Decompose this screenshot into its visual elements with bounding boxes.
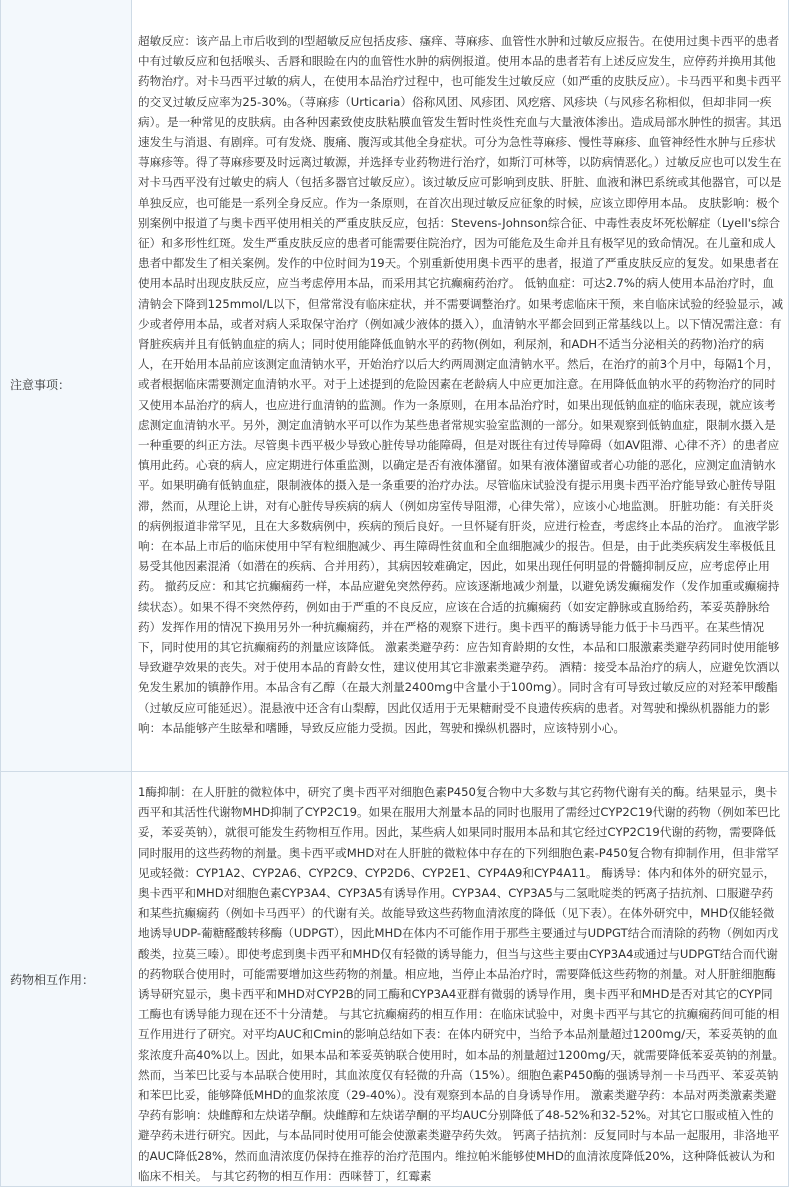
drug-interactions-label: 药物相互作用： bbox=[1, 772, 132, 1187]
drug-interactions-content: 1酶抑制：在人肝脏的微粒体中，研究了奥卡西平对细胞色素P450复合物中大多数与其它药物代谢有关的酶。结果显示，奥卡西平和其活性代谢物MHD抑制了CYP2C19。如果在服用大剂量本品的同时也服用了需经过CYP2C19代谢的药物（例如苯巴比妥，苯妥英钠），就很可能发生药物相互作用。因此，某些病人如果同时服用本品和其它经过CYP2C19代谢的药物，需要降低同时服用的这些药物的剂量。奥卡西平或MHD对在人肝脏的微粒体中存在的下列细胞色素-P450复合物有抑制作用，但非常罕见或轻微：CYP1A2、CYP2A6、CYP2C9、CYP2D6、CYP2E1、CYP4A9和CYP4A11。 酶诱导：体内和体外的研究显示，奥卡西平和MHD对细胞色素CYP3A4、CYP3A5有诱导作用。CYP3A4、CYP3A5与二氢吡啶类的钙离子拮抗剂、口服避孕药和某些抗癫痫药（例如卡马西平）的代谢有关。故能导致这些药物血清浓度的降低（见下表）。在体外研究中，MHD仅能轻微地诱导UDP-葡糖醛酸转移酶（UDPGT），因此MHD在体内不可能作用于那些主要通过与UDPGT结合而清除的药物（例如丙戊酸类，拉莫三嗪）。即使考虑到奥卡西平和MHD仅有轻微的诱导能力，但当与这些主要由CYP3A4或通过与UDPGT结合而代谢的药物联合使用时，可能需要增加这些药物的剂量。相应地，当停止本品治疗时，需要降低这些药物的剂量。对人肝脏细胞酶诱导研究显示，奥卡西平和MHD对CYP2B的同工酶和CYP3A4亚群有微弱的诱导作用，奥卡西平和MHD是否对其它的CYP同工酶也有诱导能力现在还不十分清楚。 与其它抗癫痫药的相互作用：在临床试验中，对奥卡西平与其它的抗癫痫药间可能的相互作用进行了研究。对平均AUC和Cmin的影响总结如下表：在体内研究中，当给予本品剂量超过1200mg/天，苯妥英钠的血浆浓度升高40%以上。因此，如果本品和苯妥英钠联合使用时，如本品的剂量超过1200mg/天，就需要降低苯妥英钠的剂量。然而，当苯巴比妥与本品联合使用时，其血浓度仅有轻微的升高（15%）。细胞色素P450酶的强诱导剂－卡马西平、苯妥英钠和苯巴比妥，能够降低MHD的血浆浓度（29-40%）。没有观察到本品的自身诱导作用。 激素类避孕药：本品对两类激素类避孕药有影响：炔雌醇和左炔诺孕酮。炔雌醇和左炔诺孕酮的平均AUC分别降低了48-52%和32-52%。对其它口服或植入性的避孕药未进行研究。因此，与本品同时使用可能会使激素类避孕药失效。 钙离子拮抗剂：反复同时与本品一起服用，非洛地平的AUC降低28%，然而血清浓度仍保持在推荐的治疗范围内。维拉帕米能够使MHD的血清浓度降低20%，这种降低被认为和临床不相关。 与其它药物的相互作用：西咪替丁，红霉素 bbox=[132, 772, 789, 1187]
precautions-content: 超敏反应：该产品上市后收到的Ⅰ型超敏反应包括皮疹、瘙痒、荨麻疹、血管性水肿和过敏反应报告。在使用过奥卡西平的患者中有过敏反应和包括喉头、舌唇和眼睑在内的血管性水肿的病例报道。使用本品的患者若有上述反应发生，应停药并换用其他药物治疗。对卡马西平过敏的病人，在使用本品治疗过程中，也可能发生过敏反应（如严重的皮肤反应）。卡马西平和奥卡西平的交叉过敏反应率为25-30%。（荨麻疹（Urticaria）俗称风团、风疹团、风疙瘩、风疹块（与风疹名称相似，但却非同一疾病）。是一种常见的皮肤病。由各种因素致使皮肤粘膜血管发生暂时性炎性充血与大量液体渗出。造成局部水肿性的损害。其迅速发生与消退、有剧痒。可有发烧、腹痛、腹泻或其他全身症状。可分为急性荨麻疹、慢性荨麻疹、血管神经性水肿与丘疹状荨麻疹等。得了荨麻疹要及时远离过敏源，并选择专业药物进行治疗，如斯汀可林等，以防病情恶化。）过敏反应也可以发生在对卡马西平没有过敏史的病人（包括多器官过敏反应）。该过敏反应可影响到皮肤、肝脏、血液和淋巴系统或其他器官，可以是单独反应，也可能是一系列全身反应。作为一条原则，在首次出现过敏反应征象的时候，应该立即停用本品。 皮肤影响：极个别案例中报道了与奥卡西平使用相关的严重皮肤反应，包括：Stevens-Johnson综合征、中毒性表皮坏死松解症（Lyell's综合征）和多形性红斑。发生严重皮肤反应的患者可能需要住院治疗，因为可能危及生命并且有极罕见的致命情况。在儿童和成人患者中都发生了相关案例。发作的中位时间为19天。个别重新使用奥卡西平的患者，报道了严重皮肤反应的复发。如果患者在使用本品时出现皮肤反应，应当考虑停用本品，而采用其它抗癫痫药治疗。 低钠血症：可达2.7%的病人使用本品治疗时，血清钠会下降到125mmol/L以下，但常常没有临床症状，并不需要调整治疗。如果考虑临床干预，来自临床试验的经验显示，减少或者停用本品，或者对病人采取保守治疗（例如减少液体的摄入），血清钠水平都会回到正常基线以上。以下情况需注意：有肾脏疾病并且有低钠血症的病人；同时使用能降低血钠水平的药物(例如，利尿剂，和ADH不适当分泌相关的药物)治疗的病人，在开始用本品前应该测定血清钠水平，开始治疗以后大约两周测定血清钠水平。然后，在治疗的前3个月中，每隔1个月，或者根据临床需要测定血清钠水平。对于上述提到的危险因素在老龄病人中应更加注意。在用降低血钠水平的药物治疗的同时又使用本品治疗的病人，也应进行血清钠的监测。作为一条原则，在用本品治疗时，如果出现低钠血症的临床表现，就应该考虑测定血清钠水平。另外，测定血清钠水平可以作为某些患者常规实验室监测的一部分。如果观察到低钠血症，限制水摄入是一种重要的纠正方法。尽管奥卡西平极少导致心脏传导功能障碍，但是对既往有过传导障碍（如AV阻滞、心律不齐）的患者应慎用此药。心衰的病人，应定期进行体重监测，以确定是否有液体潴留。如果有液体潴留或者心功能的恶化，应测定血清钠水平。如果明确有低钠血症，限制液体的摄入是一条重要的治疗办法。尽管临床试验没有提示用奥卡西平治疗能导致心脏传导阻滞，然而，从理论上讲，对有心脏传导疾病的病人（例如房室传导阻滞，心律失常），应该小心地监测。 肝脏功能：有关肝炎的病例报道非常罕见，且在大多数病例中，疾病的预后良好。一旦怀疑有肝炎，应进行检查，考虑终止本品的治疗。 血液学影响：在本品上市后的临床使用中罕有粒细胞减少、再生障碍性贫血和全血细胞减少的报告。但是，由于此类疾病发生率极低且易受其他因素混淆（如潜在的疾病、合并用药），其病因较难确定，因此，如果出现任何明显的骨髓抑制反应，应考虑停止用药。 撤药反应：和其它抗癫痫药一样，本品应避免突然停药。应该逐渐地减少剂量，以避免诱发癫痫发作（发作加重或癫痫持续状态）。如果不得不突然停药，例如由于严重的不良反应，应该在合适的抗癫痫药（如安定静脉或直肠给药，苯妥英静脉给药）发挥作用的情况下换用另外一种抗癫痫药，并在严格的观察下进行。奥卡西平的酶诱导能力低于卡马西平。在某些情况下，同时使用的其它抗癫痫药的剂量应该降低。 激素类避孕药：应告知育龄期的女性，本品和口服激素类避孕药同时使用能够导致避孕效果的丧失。对于使用本品的育龄女性，建议使用其它非激素类避孕药。 酒精：接受本品治疗的病人，应避免饮酒以免发生累加的镇静作用。本品含有乙醇（在最大剂量2400mg中含量小于100mg）。同时含有可导致过敏反应的对羟苯甲酸酯（过敏反应可能延迟）。混悬液中还含有山梨醇，因此仅适用于无果糖耐受不良遗传疾病的患者。对驾驶和操纵机器能力的影响：本品能够产生眩晕和嗜睡，导致反应能力受损。因此，驾驶和操纵机器时，应该特别小心。 bbox=[132, 0, 789, 772]
table-row bbox=[1, 0, 789, 772]
precautions-label: 注意事项： bbox=[1, 0, 132, 772]
table-row bbox=[1, 772, 789, 1187]
